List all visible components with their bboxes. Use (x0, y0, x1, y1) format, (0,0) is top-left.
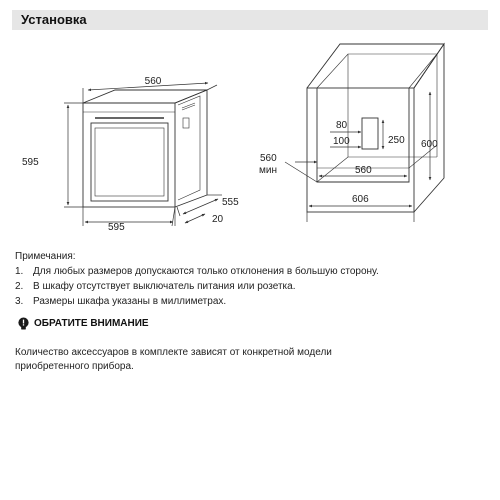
label-cabinet-606: 606 (352, 194, 369, 205)
label-cabinet-560: 560 (355, 165, 372, 176)
attention-heading (17, 316, 149, 330)
label-cabinet-560-min: 560 (260, 153, 277, 164)
dimension-oven-height (64, 103, 83, 207)
accessories-note-line: Количество аксессуаров в комплекте зависят от конкретной модели (15, 347, 332, 358)
label-cabinet-min: мин (259, 165, 277, 176)
label-door-offset: 20 (212, 214, 224, 225)
oven-side-face (175, 90, 207, 207)
label-cabinet-600: 600 (421, 139, 438, 150)
dimension-cabinet-560-min (285, 162, 317, 182)
dimension-oven-width-bottom (83, 207, 175, 226)
label-cabinet-80: 80 (336, 120, 348, 131)
note-item (15, 264, 485, 279)
dimension-door-offset (172, 207, 205, 226)
attention-title: ОБРАТИТЕ ВНИМАНИЕ (34, 317, 149, 329)
notes-section (15, 249, 485, 309)
accessories-note-line: приобретенного прибора. (15, 360, 134, 372)
label-oven-width-top: 560 (144, 76, 162, 87)
note-number: 3. (15, 296, 24, 307)
installation-diagram (0, 30, 500, 245)
notes-list (15, 264, 485, 309)
dimension-cabinet-606 (307, 206, 414, 222)
oven-door-glass (95, 128, 164, 196)
note-number: 2. (15, 281, 24, 292)
cabinet-back-cutout (362, 118, 378, 149)
note-text: Для любых размеров допускаются только отклонения в большую сторону. (33, 266, 379, 277)
cabinet-drawing (307, 44, 444, 212)
note-item (15, 279, 485, 294)
cabinet-top-face (307, 44, 444, 88)
cabinet-side-face (414, 44, 444, 212)
oven-drawing (83, 90, 207, 207)
label-oven-height: 595 (22, 157, 39, 168)
label-cabinet-250: 250 (388, 135, 405, 146)
note-number: 1. (15, 266, 24, 277)
note-item (15, 294, 485, 309)
notes-title: Примечания: (15, 251, 76, 262)
label-cabinet-100: 100 (333, 136, 350, 147)
note-text: Размеры шкафа указаны в миллиметрах. (33, 296, 227, 307)
warning-icon (17, 317, 30, 330)
oven-door (91, 123, 168, 201)
section-header (12, 10, 488, 30)
accessories-note (15, 346, 485, 373)
section-title: Установка (21, 12, 87, 27)
note-text: В шкафу отсутствует выключатель питания или розетка. (33, 281, 296, 292)
installation-diagram-svg (0, 30, 500, 245)
label-oven-depth: 555 (222, 197, 239, 208)
label-oven-width-bottom: 595 (108, 222, 125, 233)
